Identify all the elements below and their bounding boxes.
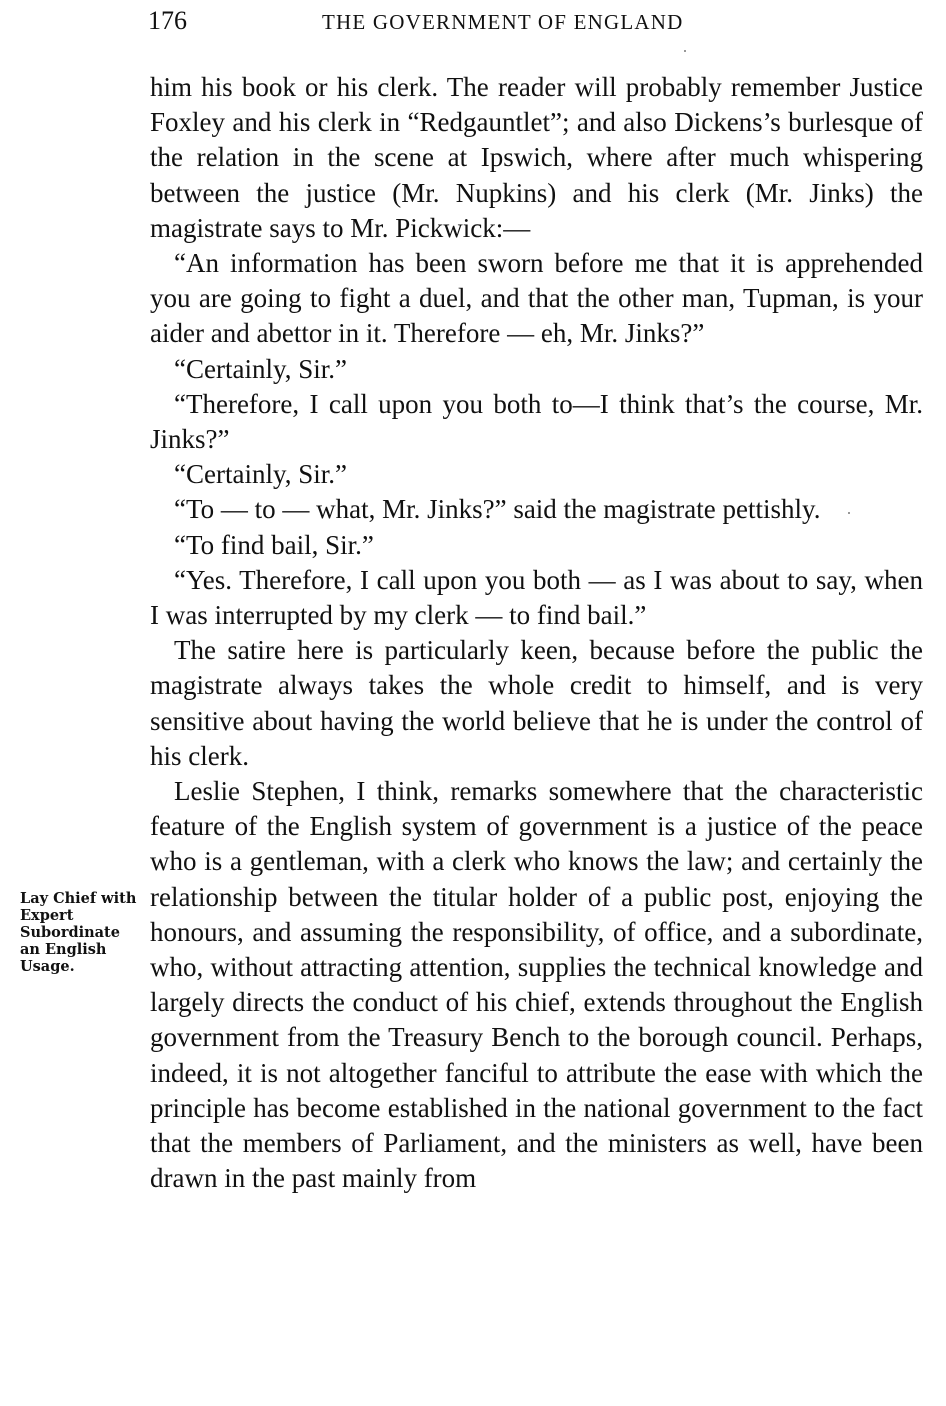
paragraph: The satire here is particularly keen, because before the public the magistrate always takes the whole credit to himself, and is very sensitive about having the world believe that he is under the control of his clerk. (150, 635, 923, 771)
page-header (148, 6, 924, 36)
margin-note: Lay Chief with Expert Subordinate an English Usage. (20, 890, 137, 975)
paragraph: “Certainly, Sir.” (174, 353, 347, 384)
running-head: THE GOVERNMENT OF ENGLAND (322, 10, 684, 34)
body-text (150, 70, 923, 1197)
paragraph: “An information has been sworn before me that it is apprehended you are going to fight a duel, and that the other man, Tupman, is your aider and abettor in it. Therefore — eh, Mr. Jinks?” (150, 248, 923, 349)
paragraph: “Certainly, Sir.” (174, 459, 347, 490)
page-number: 176 (148, 6, 187, 35)
paragraph: Leslie Stephen, I think, remarks somewhere that the characteristic feature of the English system of government is a justice of the peace who is a gentleman, with a clerk who knows the law; and certainly the relationship between the titular holder of a public post, enjoying the honours, and assuming the responsibility, of office, and a subordinate, who, without attracting attention, supplies the technical knowledge and largely directs the conduct of his chief, extends throughout the English government from the Treasury Bench to the borough council. Perhaps, indeed, it is not altogether fanciful to attribute the ease with which the principle has become established in the national government to the fact that the members of Parliament, and the ministers as well, have been drawn in the past mainly from (150, 776, 923, 1194)
paragraph: him his book or his clerk. The reader will probably remember Justice Foxley and his clerk in “Redgauntlet”; and also Dickens’s burlesque of the relation in the scene at Ipswich, where after much whispering between the justice (Mr. Nupkins) and his clerk (Mr. Jinks) the magistrate says to Mr. Pickwick:— (150, 72, 923, 243)
paragraph: “To — to — what, Mr. Jinks?” said the magistrate pettishly. (174, 494, 821, 525)
speck (848, 512, 850, 514)
paragraph: “Therefore, I call upon you both to—I think that’s the course, Mr. Jinks?” (150, 388, 923, 455)
speck (684, 50, 686, 52)
paragraph: “Yes. Therefore, I call upon you both — as I was about to say, when I was interrupted by my clerk — to find bail.” (150, 564, 923, 631)
paragraph: “To find bail, Sir.” (174, 529, 374, 560)
